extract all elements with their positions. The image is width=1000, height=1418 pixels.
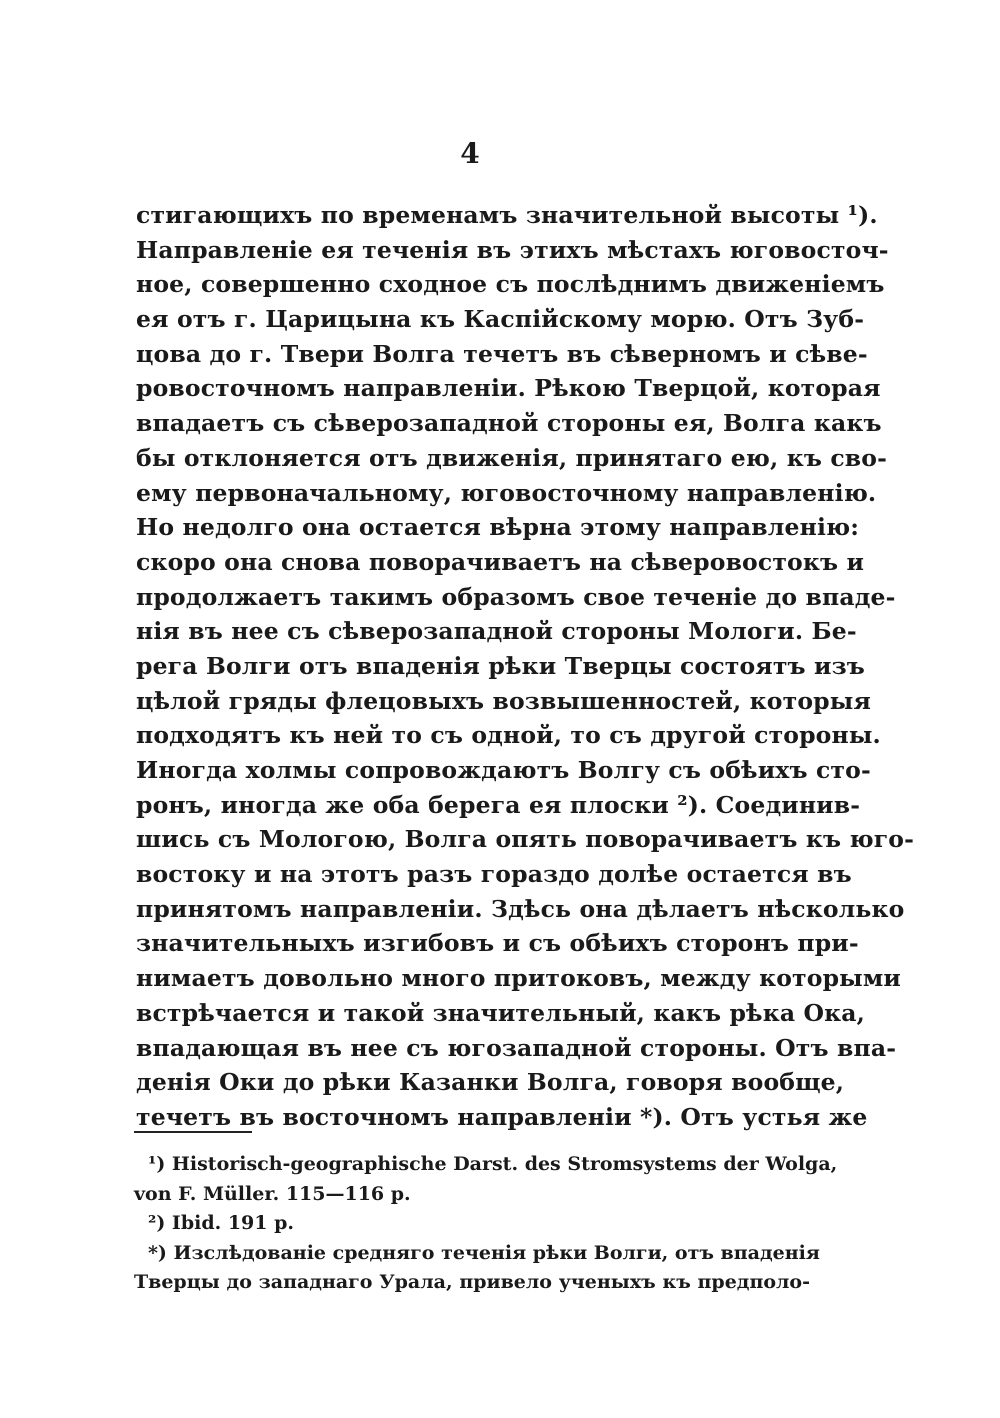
text-line: рега Волги отъ впаденія рѣки Тверцы состоятъ изъ: [136, 651, 865, 680]
text-line: ронъ, иногда же оба берега ея плоски ²). Соединив-: [136, 790, 861, 819]
text-line: впадающая въ нее съ югозападной стороны. Отъ впа-: [136, 1033, 897, 1062]
text-line: ея отъ г. Царицына къ Каспійскому морю. Отъ Зуб-: [136, 305, 865, 334]
body-text: [136, 198, 914, 1135]
footnote-line: ²) Ibid. 191 p.: [148, 1212, 295, 1234]
text-line: нимаетъ довольно много притоковъ, между которыми: [136, 964, 902, 993]
text-line: востоку и на этотъ разъ гораздо долѣе остается въ: [136, 860, 852, 889]
text-line: шись съ Мологою, Волга опять поворачиваетъ къ юго-: [136, 825, 914, 854]
text-line: денія Оки до рѣки Казанки Волга, говоря вообще,: [136, 1068, 845, 1097]
text-line: бы отклоняется отъ движенія, принятаго ею, къ сво-: [136, 443, 888, 472]
text-line: течетъ въ восточномъ направленіи *). Отъ устья же: [136, 1102, 868, 1131]
text-line: ровосточномъ направленіи. Рѣкою Тверцой, которая: [136, 374, 881, 403]
footnote-line: ¹) Historisch-geographische Darst. des Stromsystems der Wolga,: [148, 1153, 838, 1175]
text-line: Но недолго она остается вѣрна этому направленію:: [136, 513, 860, 542]
text-line: подходятъ къ ней то съ одной, то съ другой стороны.: [136, 721, 881, 750]
footnote-line: Тверцы до западнаго Урала, привело ученыхъ къ предполо-: [134, 1271, 810, 1293]
text-line: ное, совершенно сходное съ послѣднимъ движеніемъ: [136, 270, 885, 299]
footnote-line: *) Изслѣдованіе средняго теченія рѣки Волги, отъ впаденія: [148, 1241, 820, 1264]
footnote-divider: [134, 1131, 252, 1133]
text-line: Направленіе ея теченія въ этихъ мѣстахъ юговосточ-: [136, 235, 889, 264]
text-line: цѣлой гряды флецовыхъ возвышенностей, которыя: [136, 686, 871, 715]
text-line: нія въ нее съ сѣверозападной стороны Мологи. Бе-: [136, 617, 857, 646]
text-line: цова до г. Твери Волга течетъ въ сѣверномъ и сѣве-: [136, 339, 868, 368]
text-line: продолжаетъ такимъ образомъ свое теченіе до впаде-: [136, 582, 896, 611]
text-line: встрѣчается и такой значительный, какъ рѣка Ока,: [136, 998, 865, 1027]
text-line: скоро она снова поворачиваетъ на сѣверовостокъ и: [136, 547, 865, 576]
text-line: значительныхъ изгибовъ и съ обѣихъ сторонъ при-: [136, 929, 859, 958]
text-line: Иногда холмы сопровождаютъ Волгу съ обѣихъ сто-: [136, 756, 871, 784]
text-line: стигающихъ по временамъ значительной высоты ¹).: [136, 201, 878, 229]
text-line: ему первоначальному, юговосточному направленію.: [136, 478, 877, 507]
text-line: впадаетъ съ сѣверозападной стороны ея, Волга какъ: [136, 409, 882, 438]
text-line: принятомъ направленіи. Здѣсь она дѣлаетъ нѣсколько: [136, 894, 905, 923]
footnotes: [134, 1150, 838, 1298]
page-number: 4: [460, 137, 480, 170]
footnote-line: von F. Müller. 115—116 p.: [134, 1182, 411, 1205]
